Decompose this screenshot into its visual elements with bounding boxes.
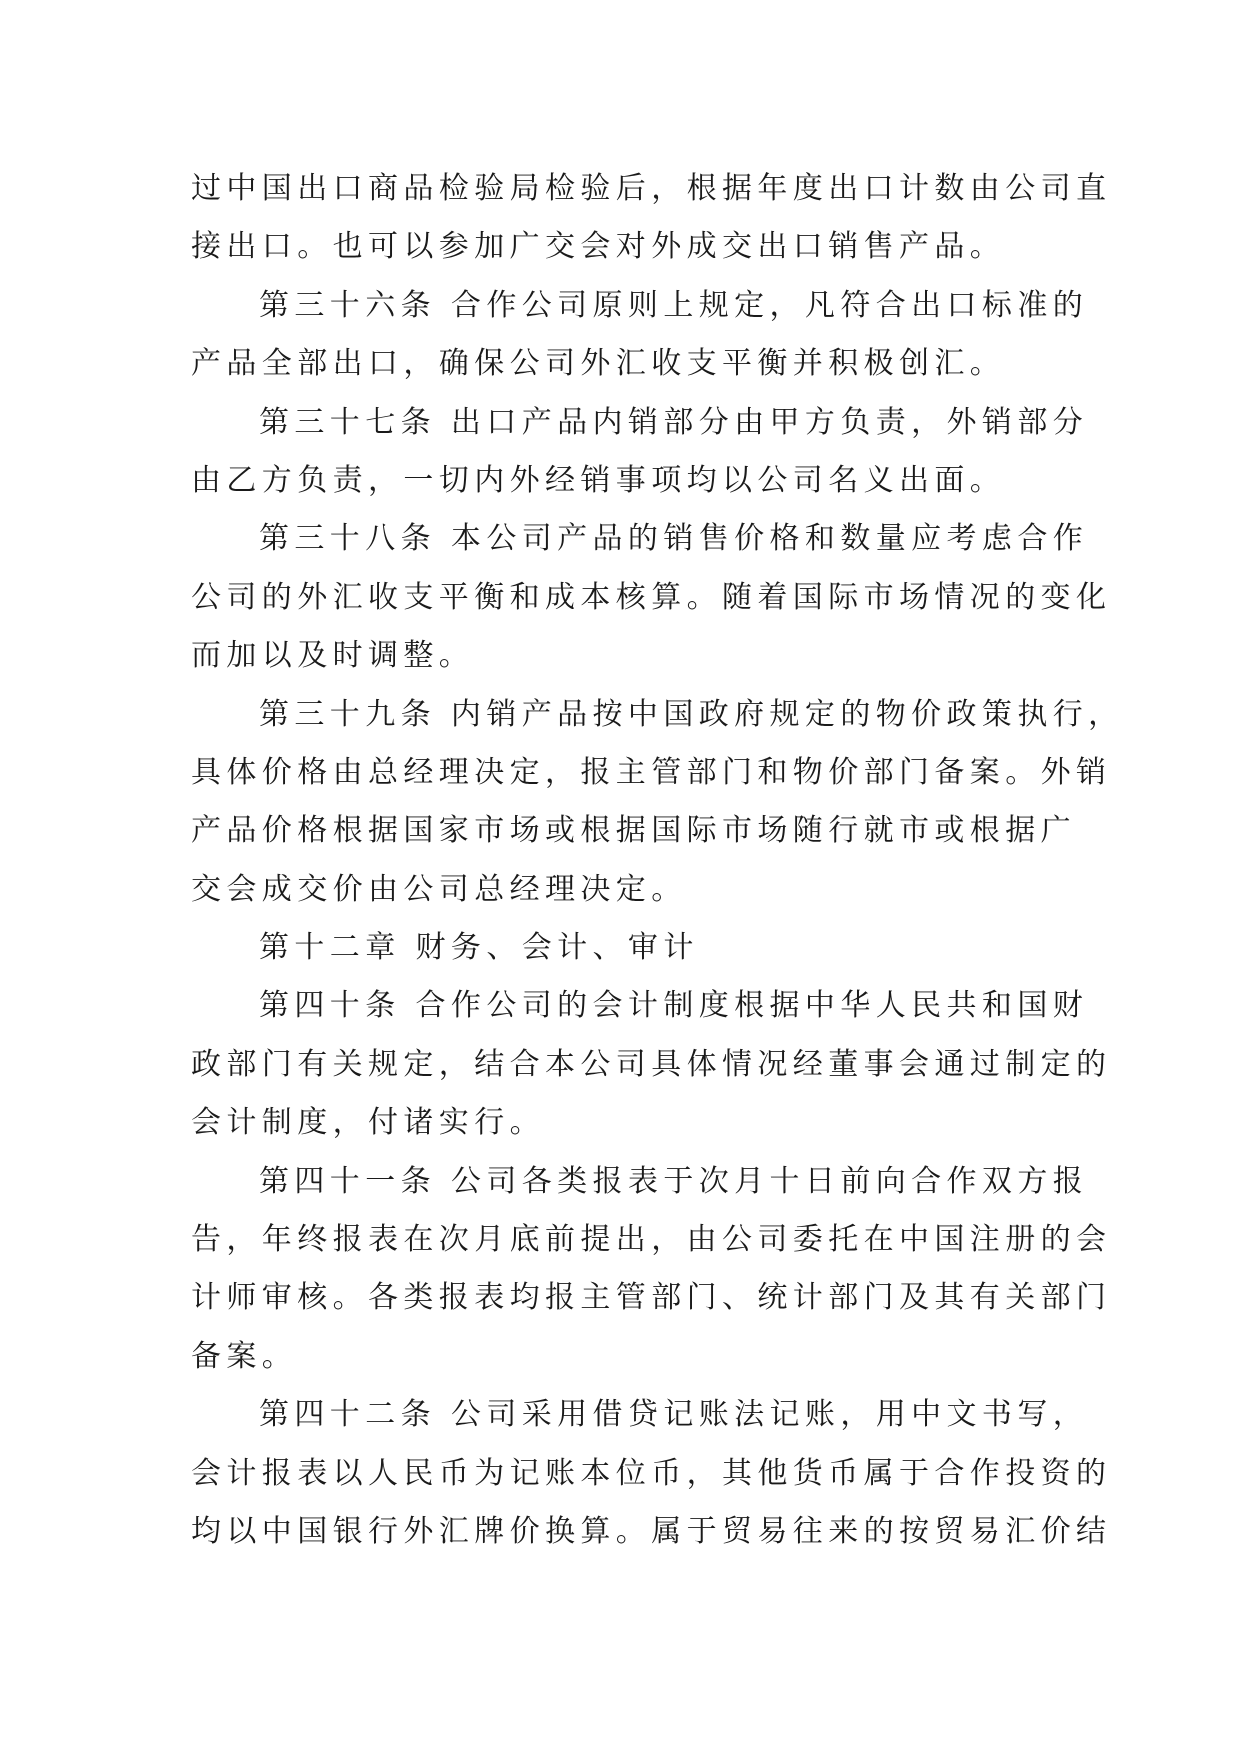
paragraph-first-line: 第三十七条 出口产品内销部分由甲方负责，外销部分 — [259, 404, 1089, 440]
paragraph-line: 产品价格根据国家市场或根据国际市场随行就市或根据广 — [191, 813, 1076, 849]
document-body — [191, 160, 1124, 1561]
paragraph-line: 政部门有关规定，结合本公司具体情况经董事会通过制定的 — [191, 1046, 1112, 1082]
paragraph-first-line: 第三十八条 本公司产品的销售价格和数量应考虑合作 — [259, 521, 1089, 557]
paragraph-line: 而加以及时调整。 — [191, 638, 475, 674]
paragraph-line: 会计制度，付诸实行。 — [191, 1105, 545, 1141]
paragraph-line: 计师审核。各类报表均报主管部门、统计部门及其有关部门 — [191, 1280, 1112, 1316]
paragraph-first-line: 第四十一条 公司各类报表于次月十日前向合作双方报 — [259, 1163, 1089, 1199]
paragraph-first-line: 第三十九条 内销产品按中国政府规定的物价政策执行， — [259, 696, 1124, 732]
paragraph-first-line: 第四十条 合作公司的会计制度根据中华人民共和国财 — [259, 988, 1089, 1024]
paragraph-line: 接出口。也可以参加广交会对外成交出口销售产品。 — [191, 229, 1006, 265]
paragraph-line: 均以中国银行外汇牌价换算。属于贸易往来的按贸易汇价结 — [191, 1513, 1112, 1549]
paragraph-first-line: 第十二章 财务、会计、审计 — [259, 930, 699, 966]
paragraph-first-line: 第三十六条 合作公司原则上规定，凡符合出口标准的 — [259, 287, 1089, 323]
paragraph-first-line: 第四十二条 公司采用借贷记账法记账，用中文书写， — [259, 1397, 1089, 1433]
paragraph-line: 交会成交价由公司总经理决定。 — [191, 871, 687, 907]
paragraph-line: 由乙方负责，一切内外经销事项均以公司名义出面。 — [191, 462, 1006, 498]
paragraph-line: 具体价格由总经理决定，报主管部门和物价部门备案。外销 — [191, 754, 1112, 790]
paragraph-line: 备案。 — [191, 1338, 298, 1374]
paragraph-line: 过中国出口商品检验局检验后，根据年度出口计数由公司直 — [191, 171, 1112, 206]
paragraph-line: 产品全部出口，确保公司外汇收支平衡并积极创汇。 — [191, 346, 1006, 382]
paragraph-line: 告，年终报表在次月底前提出，由公司委托在中国注册的会 — [191, 1222, 1112, 1258]
paragraph-line: 公司的外汇收支平衡和成本核算。随着国际市场情况的变化 — [191, 579, 1112, 615]
paragraph-line: 会计报表以人民币为记账本位币，其他货币属于合作投资的 — [191, 1455, 1112, 1491]
